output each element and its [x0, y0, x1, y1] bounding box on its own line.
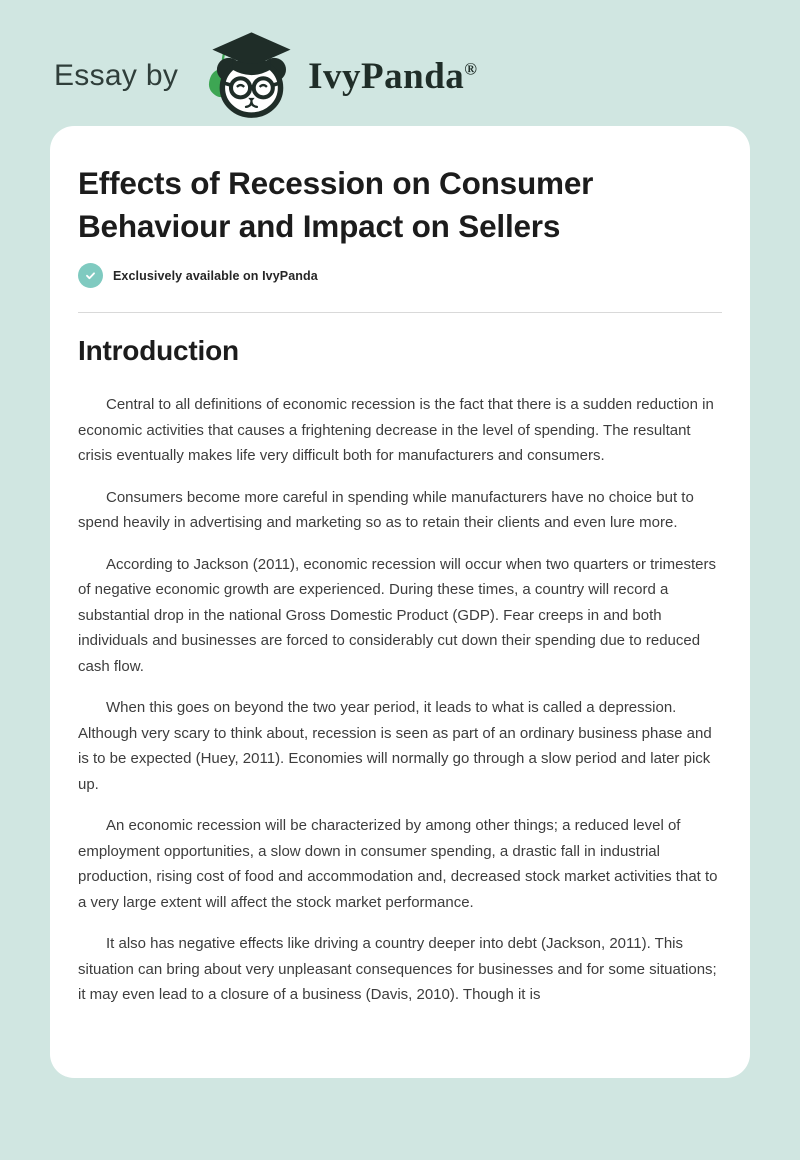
brand-text: IvyPanda: [308, 55, 465, 97]
essay-paragraph: According to Jackson (2011), economic recession will occur when two quarters or trimesters of negative economic growth are experienced. During these times, a country will record a substantial drop in the national Gross Domestic Product (GDP). Fear creeps in and both individuals and businesses are forced to considerably cut down their spending due to reduced cash flow.: [78, 555, 716, 675]
essay-paragraph: Central to all definitions of economic recession is the fact that there is a sudden reduction in economic activities that causes a frightening decrease in the level of spending. The resultant crisis eventually makes life very difficult both for manufacturers and consumers.: [78, 396, 714, 464]
site-header: [0, 0, 800, 126]
essay-title: Effects of Recession on Consumer Behaviour and Impact on Sellers: [78, 165, 594, 244]
check-icon: [78, 263, 103, 288]
section-heading: Introduction: [78, 335, 239, 366]
essay-paragraph: An economic recession will be characterized by among other things; a reduced level of employment opportunities, a slow down in consumer spending, a drastic fall in industrial production, rising cost of food and accommodation and, decreased stock market activities that to a very large extent will affect the stock market performance.: [78, 817, 718, 911]
divider: [78, 312, 722, 313]
brand-name: [308, 55, 477, 98]
availability-badge: [78, 263, 722, 288]
essay-paragraph: When this goes on beyond the two year period, it leads to what is called a depression. Although very scary to think about, recession is seen as part of an ordinary business phase and is to be expected (Huey, 2011). Economies will normally go through a slow period and later pick up.: [78, 699, 712, 793]
essay-paragraph: Consumers become more careful in spending while manufacturers have no choice but to spend heavily in advertising and marketing so as to retain their clients and even lure more.: [78, 488, 694, 531]
registered-mark: ®: [464, 59, 478, 79]
essay-card: [50, 126, 750, 1078]
essay-paragraph: It also has negative effects like driving a country deeper into debt (Jackson, 2011). This situation can bring about very unpleasant consequences for businesses and for some situations; it may even lead to a closure of a business (Davis, 2010). Though it is: [78, 935, 717, 1003]
essay-by-label: Essay by: [54, 59, 179, 92]
availability-label: Exclusively available on IvyPanda: [113, 268, 318, 283]
essay-body: [78, 392, 722, 1008]
panda-graduate-logo-icon: [196, 30, 296, 122]
